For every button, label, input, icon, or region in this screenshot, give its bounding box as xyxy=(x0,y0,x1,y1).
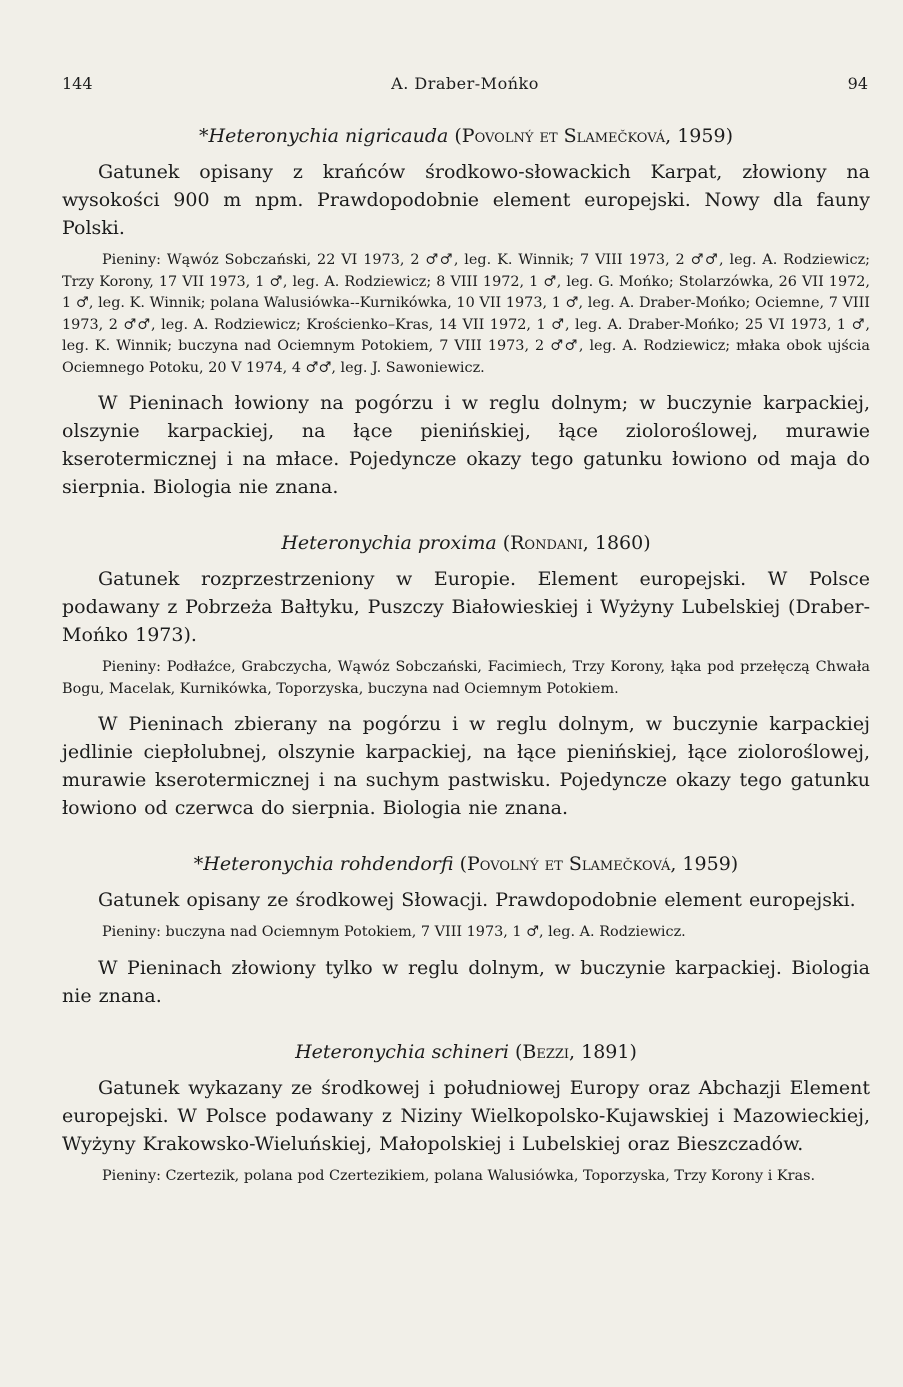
species-description: Gatunek rozprzestrzeniony w Europie. Element europejski. W Polsce podawany z Pobrzeża Bałtyku, Puszczy Białowieskiej i Wyżyny Lubelskiej (Draber-Mońko 1973). xyxy=(62,568,870,646)
species-authority: (Rondani, 1860) xyxy=(502,532,651,554)
species-description: Gatunek opisany z krańców środkowo-słowackich Karpat, złowiony na wysokości 900 m npm. Prawdopodobnie element europejski. Nowy dla fauny Polski. xyxy=(62,161,870,239)
locality-records: Pieniny: buczyna nad Ociemnym Potokiem, 7 VIII 1973, 1 ♂, leg. A. Rodziewicz. xyxy=(102,924,686,940)
species-authority: (Povolný et Slamečková, 1959) xyxy=(459,853,739,875)
locality-records: Pieniny: Czertezik, polana pod Czertezikiem, polana Walusiówka, Toporzyska, Trzy Korony i Kras. xyxy=(102,1167,816,1184)
species-heading: *Heteronychia nigricauda (Povolný et Slamečková, 1959) xyxy=(199,125,733,147)
species-heading xyxy=(62,529,870,557)
species-authority: (Povolný et Slamečková, 1959) xyxy=(454,125,733,147)
species-description: Gatunek wykazany ze środkowej i południowej Europy oraz Abchazji Element europejski. W Polsce podawany z Niziny Wielkopolsko-Kujawskiej i Mazowieckiej, Wyżyny Krakowsko-Wieluńskiej, Małopolskiej i Lubelskiej oraz Bieszczadów. xyxy=(62,1076,870,1155)
species-authority: (Bezzi, 1891) xyxy=(514,1040,637,1063)
section-number: 94 xyxy=(847,74,868,93)
species-ecology: W Pieninach złowiony tylko w reglu dolnym, w buczynie karpackiej. Biologia nie znana. xyxy=(62,956,870,1007)
species-name: Heteronychia schineri xyxy=(295,1040,509,1063)
species-ecology: W Pieninach łowiony na pogórzu i w reglu dolnym; w buczynie karpackiej, olszynie karpackiej, na łące pienińskiej, łące zioloroślowej, murawie kserotermicznej i na młace. Pojedyncze okazy tego gatunku łowiono od maja do sierpnia. Biologia nie znana. xyxy=(62,392,870,498)
species-description: Gatunek opisany ze środkowej Słowacji. Prawdopodobnie element europejski. xyxy=(98,889,856,911)
species-heading: *Heteronychia rohdendorfi (Povolný et Slamečková, 1959) xyxy=(193,853,739,875)
locality-records: Pieniny: Wąwóz Sobczański, 22 VI 1973, 2 ♂♂, leg. K. Winnik; 7 VIII 1973, 2 ♂♂, leg. A. Rodziewicz; Trzy Korony, 17 VII 1973, 1 ♂, leg. A. Rodziewicz; 8 VIII 1972, 1 ♂, leg. G. Mońko; Stolarzówka, 26 VII 1972, 1 ♂, leg. K. Winnik; polana Walusiówka--Kurnikówka, 10 VII 1973, 1 ♂, leg. A. Draber-Mońko; Ociemne, 7 VIII 1973, 2 ♂♂, leg. A. Rodziewicz; Krościenko–Kras, 14 VII 1972, 1 ♂, leg. A. Draber-Mońko; 25 VI 1973, 1 ♂, leg. K. Winnik; buczyna nad Ociemnym Potokiem, 7 VIII 1973, 2 ♂♂, leg. A. Rodziewicz; młaka obok ujścia Ociemnego Potoku, 20 V 1974, 4 ♂♂, leg. J. Sawoniewicz. xyxy=(62,252,870,376)
species-name: Heteronychia nigricauda xyxy=(208,125,449,147)
species-heading xyxy=(62,1038,870,1066)
running-title: A. Draber-Mońko xyxy=(391,74,539,93)
content-body xyxy=(62,122,870,1197)
page-number: 144 xyxy=(62,74,93,93)
locality-records: Pieniny: Podłaźce, Grabczycha, Wąwóz Sobczański, Facimiech, Trzy Korony, łąka pod przełęczą Chwała Bogu, Macelak, Kurnikówka, Toporzyska, buczyna nad Ociemnym Potokiem. xyxy=(62,659,870,697)
running-header xyxy=(62,74,868,98)
species-name: Heteronychia rohdendorfi xyxy=(203,853,454,875)
species-ecology: W Pieninach zbierany na pogórzu i w reglu dolnym, w buczynie karpackiej jedlinie ciepłolubnej, olszynie karpackiej, na łące pienińskiej, łące zioloroślowej, murawie kserotermicznej i na suchym pastwisku. Pojedyncze okazy tego gatunku łowiono od czerwca do sierpnia. Biologia nie znana. xyxy=(62,713,870,819)
species-name: Heteronychia proxima xyxy=(281,532,497,554)
